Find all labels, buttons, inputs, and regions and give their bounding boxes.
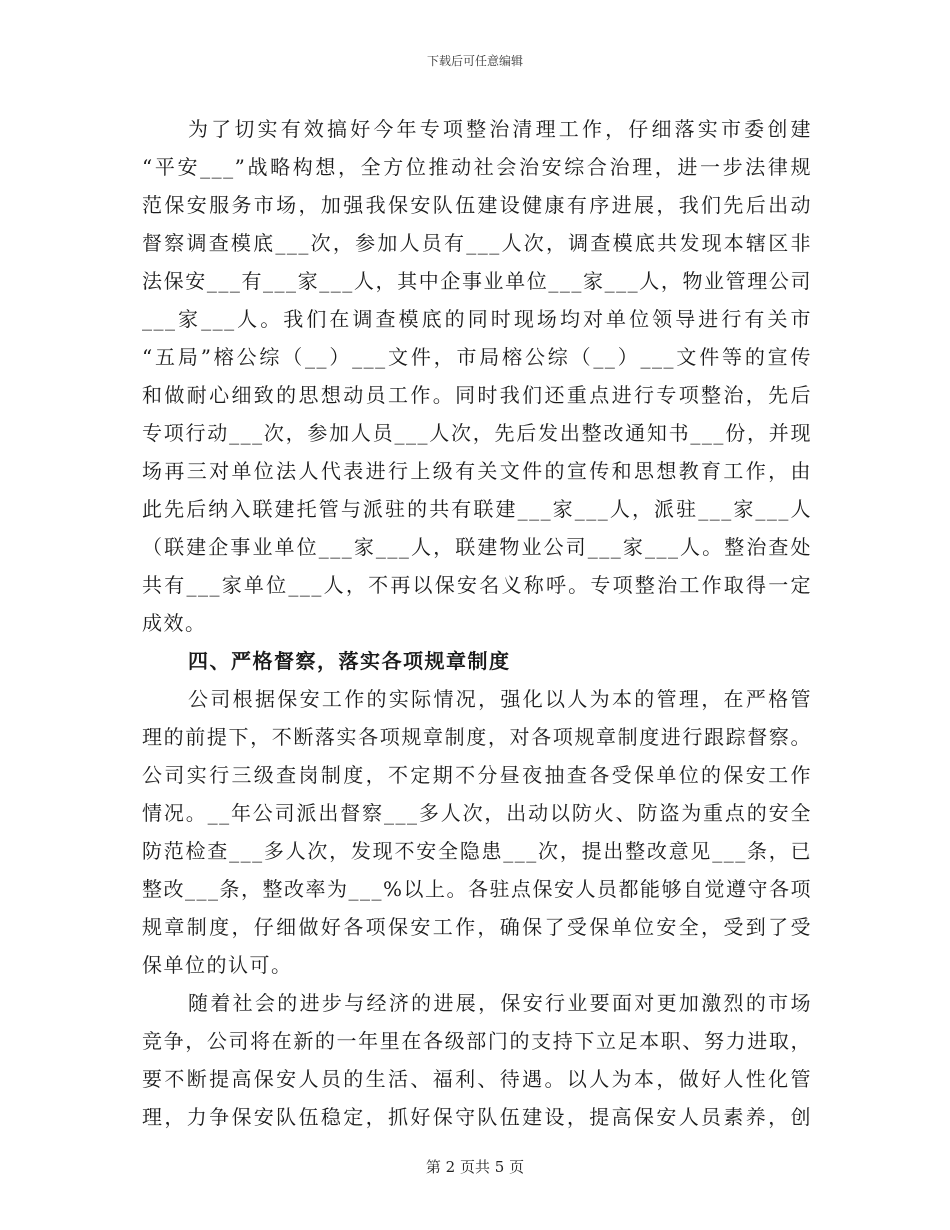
paragraph-line: 成效。 bbox=[142, 611, 207, 635]
paragraph-line: 和做耐心细致的思想动员工作。同时我们还重点进行专项整治，先后 bbox=[142, 383, 812, 407]
paragraph-line: （联建企事业单位___家___人，联建物业公司___家___人。整治查处 bbox=[142, 535, 812, 559]
paragraph-line: 竞争，公司将在新的一年里在各级部门的支持下立足本职、努力进取， bbox=[142, 1029, 812, 1053]
paragraph-line: 场再三对单位法人代表进行上级有关文件的宣传和思想教育工作，由 bbox=[142, 459, 812, 483]
paragraph-line: 公司实行三级查岗制度，不定期不分昼夜抽查各受保单位的保安工作 bbox=[142, 763, 812, 787]
paragraph-line: 范保安服务市场，加强我保安队伍建设健康有序进展，我们先后出动 bbox=[142, 193, 812, 217]
paragraph-line: 为了切实有效搞好今年专项整治清理工作，仔细落实市委创建 bbox=[188, 117, 812, 141]
paragraph-line: 要不断提高保安人员的生活、福利、待遇。以人为本，做好人性化管 bbox=[142, 1067, 812, 1091]
paragraph-line: 公司根据保安工作的实际情况，强化以人为本的管理，在严格管 bbox=[188, 687, 812, 711]
paragraph-line: 理的前提下，不断落实各项规章制度，对各项规章制度进行跟踪督察。 bbox=[142, 725, 812, 749]
paragraph-line: ___家___人。我们在调查模底的同时现场均对单位领导进行有关市 bbox=[142, 307, 812, 331]
paragraph-line: “五局”榕公综（__）___文件，市局榕公综（__）___文件等的宣传 bbox=[142, 345, 812, 369]
paragraph-line: 法保安___有___家___人，其中企事业单位___家___人，物业管理公司 bbox=[142, 269, 812, 293]
paragraph-line: 防范检查___多人次，发现不安全隐患___次，提出整改意见___条，已 bbox=[142, 839, 812, 863]
paragraph-line: “平安___”战略构想，全方位推动社会治安综合治理，进一步法律规 bbox=[142, 155, 812, 179]
document-body bbox=[142, 110, 812, 1136]
paragraph-line: 保单位的认可。 bbox=[142, 953, 293, 977]
paragraph-line: 此先后纳入联建托管与派驻的共有联建___家___人，派驻___家___人 bbox=[142, 497, 812, 521]
paragraph-line: 共有___家单位___人，不再以保安名义称呼。专项整治工作取得一定 bbox=[142, 573, 812, 597]
paragraph-line: 整改___条，整改率为___%以上。各驻点保安人员都能够自觉遵守各项 bbox=[142, 877, 812, 901]
paragraph-line: 理，力争保安队伍稳定，抓好保守队伍建设，提高保安人员素养，创 bbox=[142, 1105, 812, 1129]
paragraph-line: 情况。__年公司派出督察___多人次，出动以防火、防盗为重点的安全 bbox=[142, 801, 812, 825]
paragraph-line: 随着社会的进步与经济的进展，保安行业要面对更加激烈的市场 bbox=[188, 991, 812, 1015]
paragraph-line: 专项行动___次，参加人员___人次，先后发出整改通知书___份，并现 bbox=[142, 421, 812, 445]
paragraph-line: 规章制度，仔细做好各项保安工作，确保了受保单位安全，受到了受 bbox=[142, 915, 812, 939]
page-header: 下载后可任意编辑 bbox=[426, 54, 523, 68]
paragraph-line: 督察调查模底___次，参加人员有___人次，调查模底共发现本辖区非 bbox=[142, 231, 812, 255]
page-footer: 第 2 页共 5 页 bbox=[425, 1158, 525, 1176]
section-heading: 四、严格督察，落实各项规章制度 bbox=[188, 649, 511, 673]
